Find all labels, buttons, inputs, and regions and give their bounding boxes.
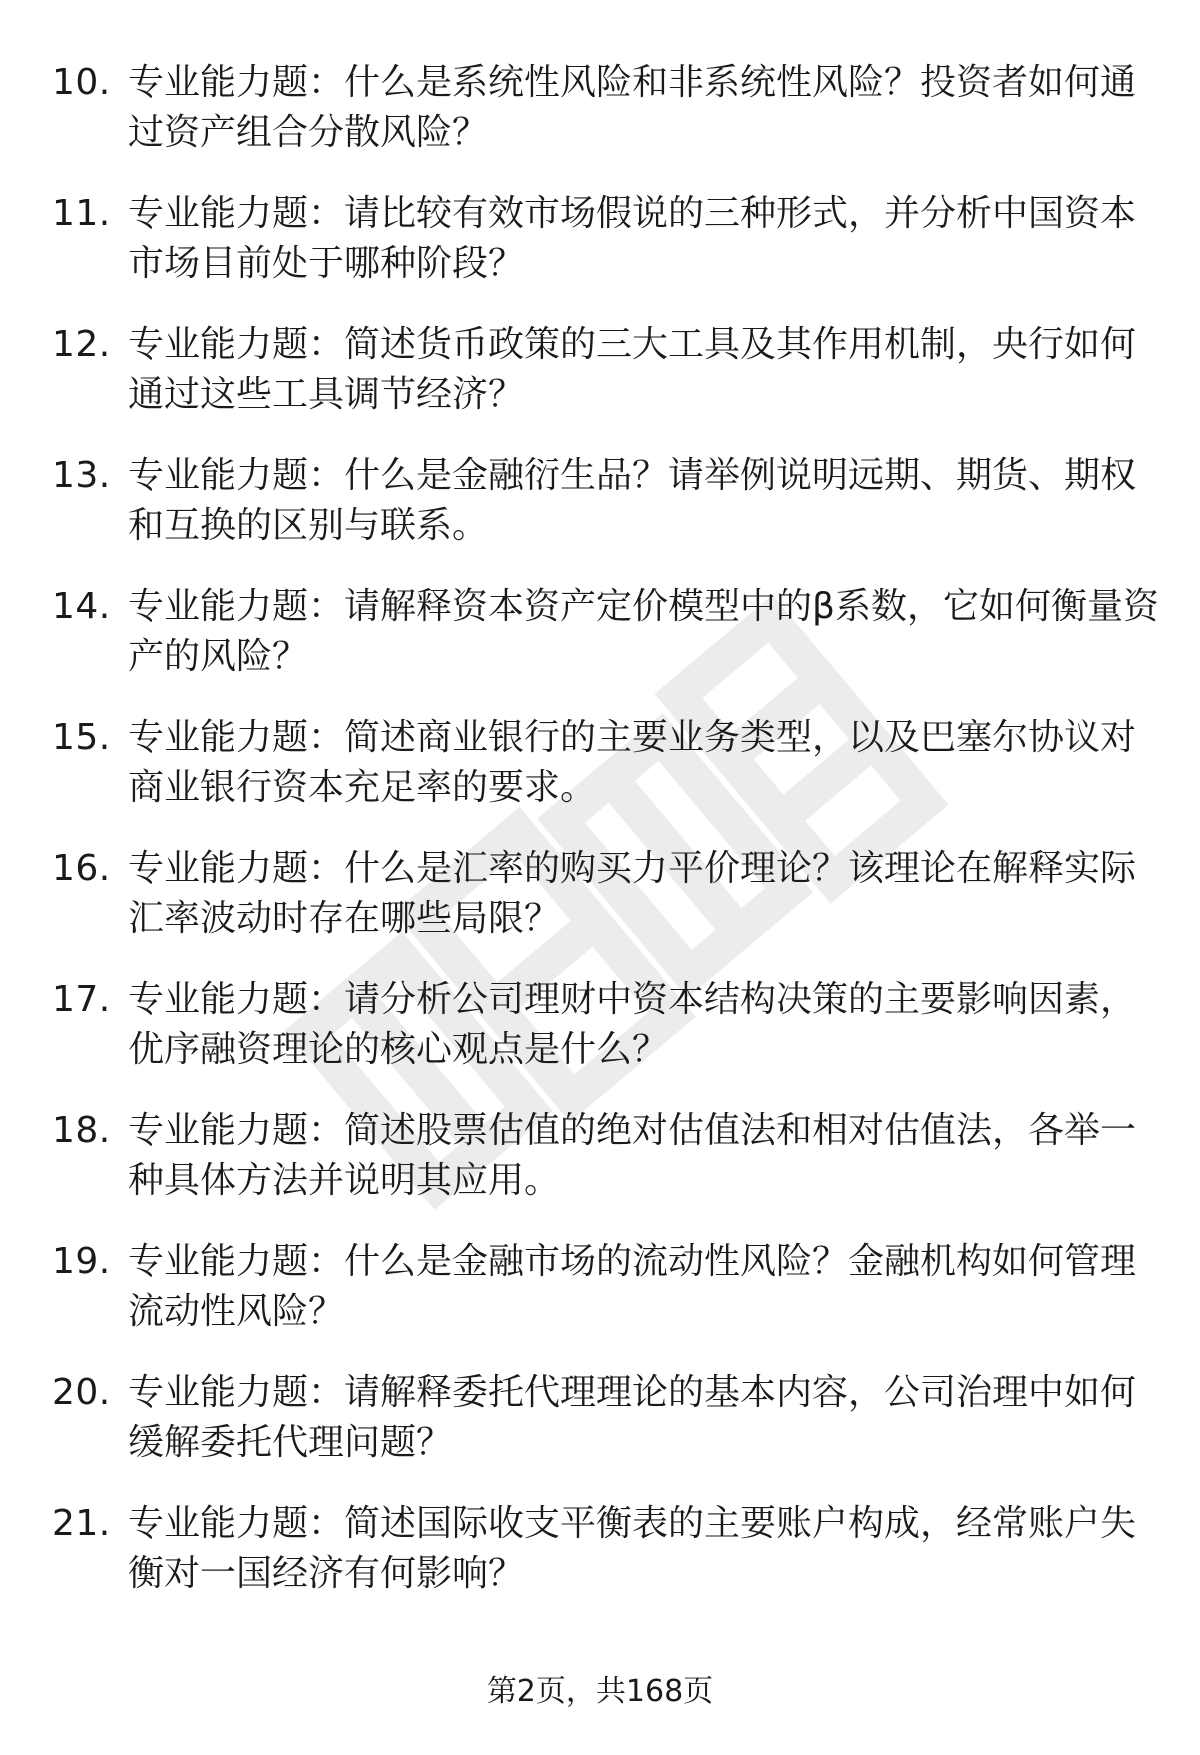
question-text: 专业能力题：简述货币政策的三大工具及其作用机制，央行如何通过这些工具调节经济？ [128,324,1137,415]
question-text: 专业能力题：请比较有效市场假说的三种形式，并分析中国资本市场目前处于哪种阶段？ [128,193,1137,284]
question-number: 21. [52,1503,111,1544]
question-item [52,582,1162,713]
question-item [52,713,1162,844]
question-item [52,451,1162,582]
page-indicator: 第2页，共168页 [486,1674,714,1709]
question-item [52,1499,1162,1630]
question-number: 13. [52,455,111,496]
question-number: 20. [52,1372,111,1413]
question-item [52,975,1162,1106]
question-list [52,58,1162,1630]
question-number: 17. [52,979,111,1020]
question-number: 16. [52,848,111,889]
question-item [52,320,1162,451]
question-item [52,1237,1162,1368]
question-text: 专业能力题：什么是金融市场的流动性风险？金融机构如何管理流动性风险？ [128,1241,1137,1332]
question-number: 19. [52,1241,111,1282]
question-number: 10. [52,62,111,103]
question-text: 专业能力题：请分析公司理财中资本结构决策的主要影响因素，优序融资理论的核心观点是什么？ [128,979,1137,1070]
question-number: 11. [52,193,111,234]
question-item [52,844,1162,975]
question-number: 18. [52,1110,111,1151]
question-text: 专业能力题：什么是汇率的购买力平价理论？该理论在解释实际汇率波动时存在哪些局限？ [128,848,1137,939]
question-number: 14. [52,586,111,627]
question-text: 专业能力题：请解释资本资产定价模型中的β系数，它如何衡量资产的风险？ [128,586,1159,677]
question-text: 专业能力题：什么是系统性风险和非系统性风险？投资者如何通过资产组合分散风险？ [128,62,1137,153]
question-text: 专业能力题：简述国际收支平衡表的主要账户构成，经常账户失衡对一国经济有何影响？ [128,1503,1137,1594]
question-item [52,189,1162,320]
question-item [52,1368,1162,1499]
question-number: 12. [52,324,111,365]
question-text: 专业能力题：什么是金融衍生品？请举例说明远期、期货、期权和互换的区别与联系。 [128,455,1137,546]
question-text: 专业能力题：简述股票估值的绝对估值法和相对估值法，各举一种具体方法并说明其应用。 [128,1110,1137,1201]
question-item [52,58,1162,189]
question-item [52,1106,1162,1237]
question-number: 15. [52,717,111,758]
question-text: 专业能力题：简述商业银行的主要业务类型，以及巴塞尔协议对商业银行资本充足率的要求。 [128,717,1137,808]
question-text: 专业能力题：请解释委托代理理论的基本内容，公司治理中如何缓解委托代理问题？ [128,1372,1137,1463]
